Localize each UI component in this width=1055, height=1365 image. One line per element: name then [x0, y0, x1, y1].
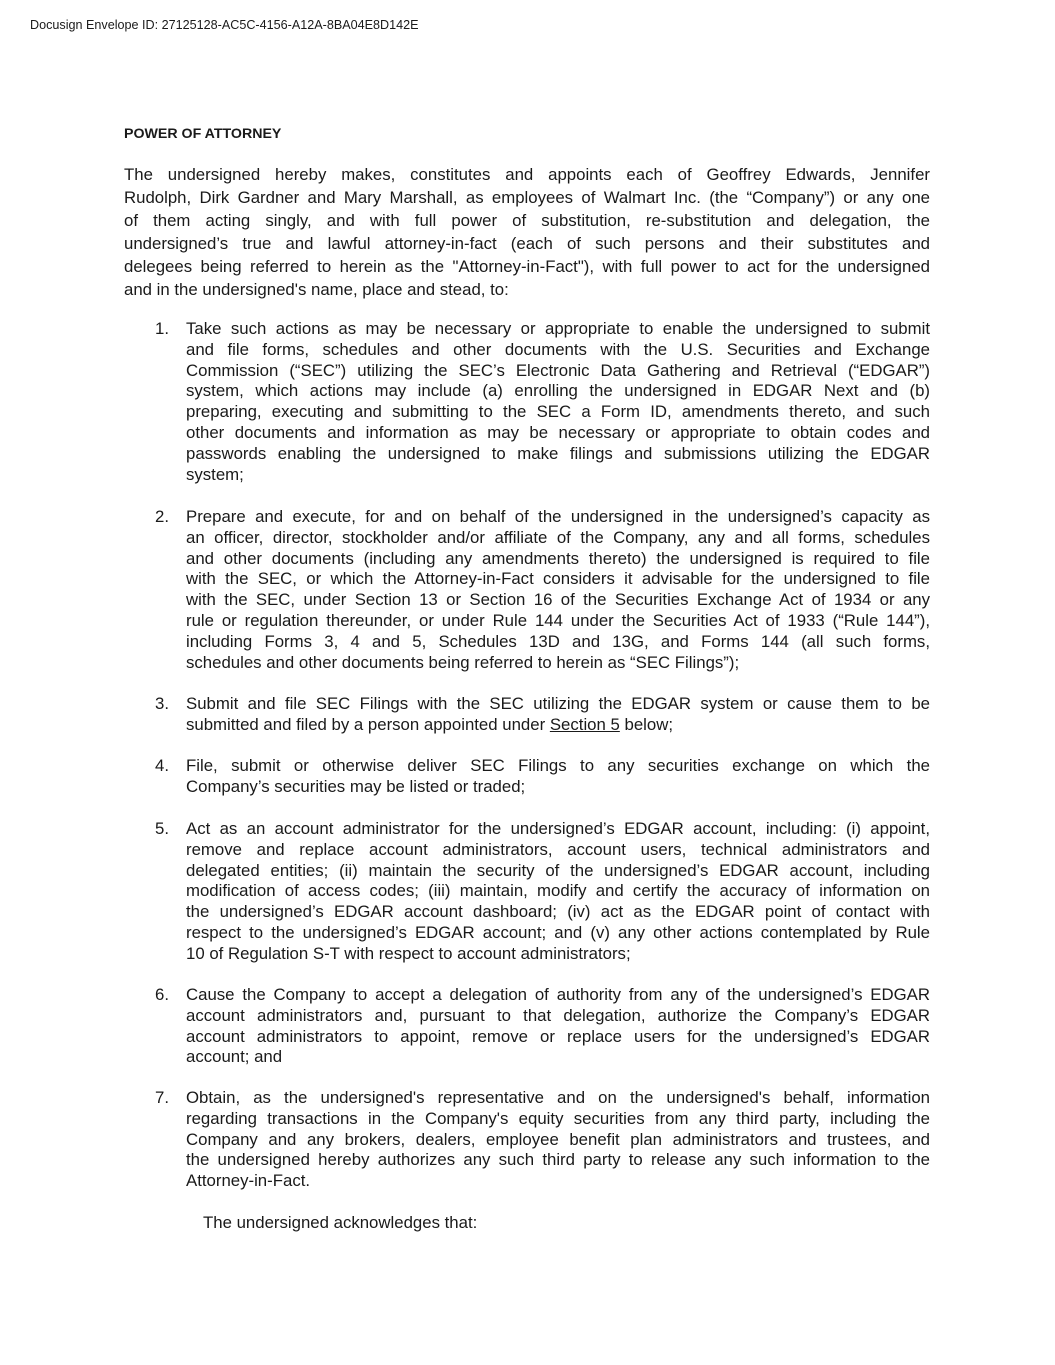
list-item-text: [186, 819, 930, 965]
item-line: remove and replace account administrators, account users, technical administrators and: [186, 839, 930, 859]
intro-line: delegees being referred to herein as the "Attorney-in-Fact"), with full power to act for the undersigned: [124, 257, 930, 276]
item-line: Act as an account administrator for the undersigned’s EDGAR account, including: (i) appoint,: [186, 819, 930, 838]
item-line: Obtain, as the undersigned's representative and on the undersigned's behalf, information: [186, 1088, 930, 1107]
list-item-text: [186, 507, 930, 673]
item-line: Commission (“SEC”) utilizing the SEC’s Electronic Data Gathering and Retrieval (“EDGAR”): [186, 360, 930, 380]
intro-line: The undersigned hereby makes, constitutes and appoints each of Geoffrey Edwards, Jennifer: [124, 165, 930, 184]
list-item-text: [186, 1088, 930, 1192]
section-5-link[interactable]: Section 5: [549, 714, 620, 734]
item-line: modification of access codes; (iii) maintain, modify and certify the accuracy of information on: [186, 881, 930, 901]
list-item-1: [155, 319, 930, 485]
list-item-number: 4.: [155, 756, 169, 775]
list-item-2: [155, 507, 930, 673]
list-item-3: [155, 694, 930, 736]
item-line: Submit and file SEC Filings with the SEC utilizing the EDGAR system or cause them to be: [186, 694, 930, 713]
item-line: and other documents (including any amendments thereto) the undersigned is required to file: [186, 548, 930, 568]
item-line: with the SEC, or which the Attorney-in-Fact considers it advisable for the undersigned to file: [186, 569, 930, 589]
item-text: submitted and filed by a person appointed under: [186, 714, 550, 734]
item-line: rule or regulation thereunder, or under Rule 144 under the Securities Act of 1933 (“Rule 144”),: [186, 610, 930, 630]
list-item-number: 5.: [155, 819, 169, 838]
item-line: Take such actions as may be necessary or appropriate to enable the undersigned to submit: [186, 319, 930, 338]
item-line: Company’s securities may be listed or traded;: [186, 776, 526, 796]
document-title: POWER OF ATTORNEY: [124, 126, 282, 142]
item-line: including Forms 3, 4 and 5, Schedules 13D and 13G, and Forms 144 (all such forms,: [186, 631, 930, 651]
item-line: passwords enabling the undersigned to make filings and submissions utilizing the EDGAR: [186, 443, 930, 463]
list-item-number: 7.: [155, 1088, 169, 1107]
item-line: Cause the Company to accept a delegation of authority from any of the undersigned’s EDGAR: [186, 985, 930, 1004]
item-line: Prepare and execute, for and on behalf of the undersigned in the undersigned’s capacity as: [186, 507, 930, 526]
item-line: and file forms, schedules and other documents with the U.S. Securities and Exchange: [186, 339, 930, 359]
intro-paragraph: [124, 163, 930, 301]
list-item-number: 2.: [155, 507, 169, 526]
item-line: regarding transactions in the Company's equity securities from any third party, including the: [186, 1108, 930, 1128]
item-line: delegated entities; (ii) maintain the security of the undersigned’s EDGAR account, including: [186, 860, 930, 880]
acknowledgement-text: The undersigned acknowledges that:: [203, 1213, 478, 1232]
list-item-4: [155, 756, 930, 798]
intro-line: and in the undersigned's name, place and stead, to:: [124, 280, 509, 299]
list-item-text: [186, 756, 930, 798]
item-text: below;: [619, 714, 673, 734]
list-item-text: [186, 694, 930, 736]
item-line: 10 of Regulation S-T with respect to account administrators;: [186, 943, 631, 963]
item-line: [186, 715, 930, 736]
item-line: with the SEC, under Section 13 or Section 16 of the Securities Exchange Act of 1934 or any: [186, 590, 930, 610]
item-line: system, which actions may include (a) enrolling the undersigned in EDGAR Next and (b): [186, 381, 930, 401]
list-item-7: [155, 1088, 930, 1192]
item-line: respect to the undersigned’s EDGAR account; and (v) any other actions contemplated by Rule: [186, 922, 930, 942]
item-line: account administrators to appoint, remove or replace users for the undersigned’s EDGAR: [186, 1026, 930, 1046]
item-line: the undersigned hereby authorizes any such third party to release any such information to the: [186, 1150, 930, 1170]
list-item-number: 6.: [155, 985, 169, 1004]
item-line: schedules and other documents being referred to herein as “SEC Filings”);: [186, 652, 740, 672]
item-line: account; and: [186, 1047, 283, 1067]
list-item-text: [186, 319, 930, 485]
item-line: Company and any brokers, dealers, employee benefit plan administrators and trustees, and: [186, 1129, 930, 1149]
list-item-5: [155, 819, 930, 965]
intro-line: Rudolph, Dirk Gardner and Mary Marshall, as employees of Walmart Inc. (the “Company”) or any one: [124, 188, 930, 207]
list-item-text: [186, 985, 930, 1068]
list-item-number: 1.: [155, 319, 169, 338]
item-line: account administrators and, pursuant to that delegation, authorize the Company’s EDGAR: [186, 1005, 930, 1025]
item-line: File, submit or otherwise deliver SEC Filings to any securities exchange on which the: [186, 756, 930, 775]
item-line: other documents and information as may be necessary or appropriate to obtain codes and: [186, 422, 930, 442]
item-line: the undersigned’s EDGAR account dashboard; (iv) act as the EDGAR point of contact with: [186, 902, 930, 922]
intro-line: undersigned’s true and lawful attorney-in-fact (each of such persons and their substitutes and: [124, 234, 930, 253]
intro-line: of them acting singly, and with full power of substitution, re-substitution and delegation, the: [124, 211, 930, 230]
item-line: Attorney-in-Fact.: [186, 1171, 311, 1191]
docusign-envelope-id: Docusign Envelope ID: 27125128-AC5C-4156-A12A-8BA04E8D142E: [30, 18, 419, 32]
item-line: preparing, executing and submitting to the SEC a Form ID, amendments thereto, and such: [186, 402, 930, 422]
list-item-6: [155, 985, 930, 1068]
item-line: an officer, director, stockholder and/or affiliate of the Company, any and all forms, schedules: [186, 527, 930, 547]
item-line: system;: [186, 464, 244, 484]
list-item-number: 3.: [155, 694, 169, 713]
